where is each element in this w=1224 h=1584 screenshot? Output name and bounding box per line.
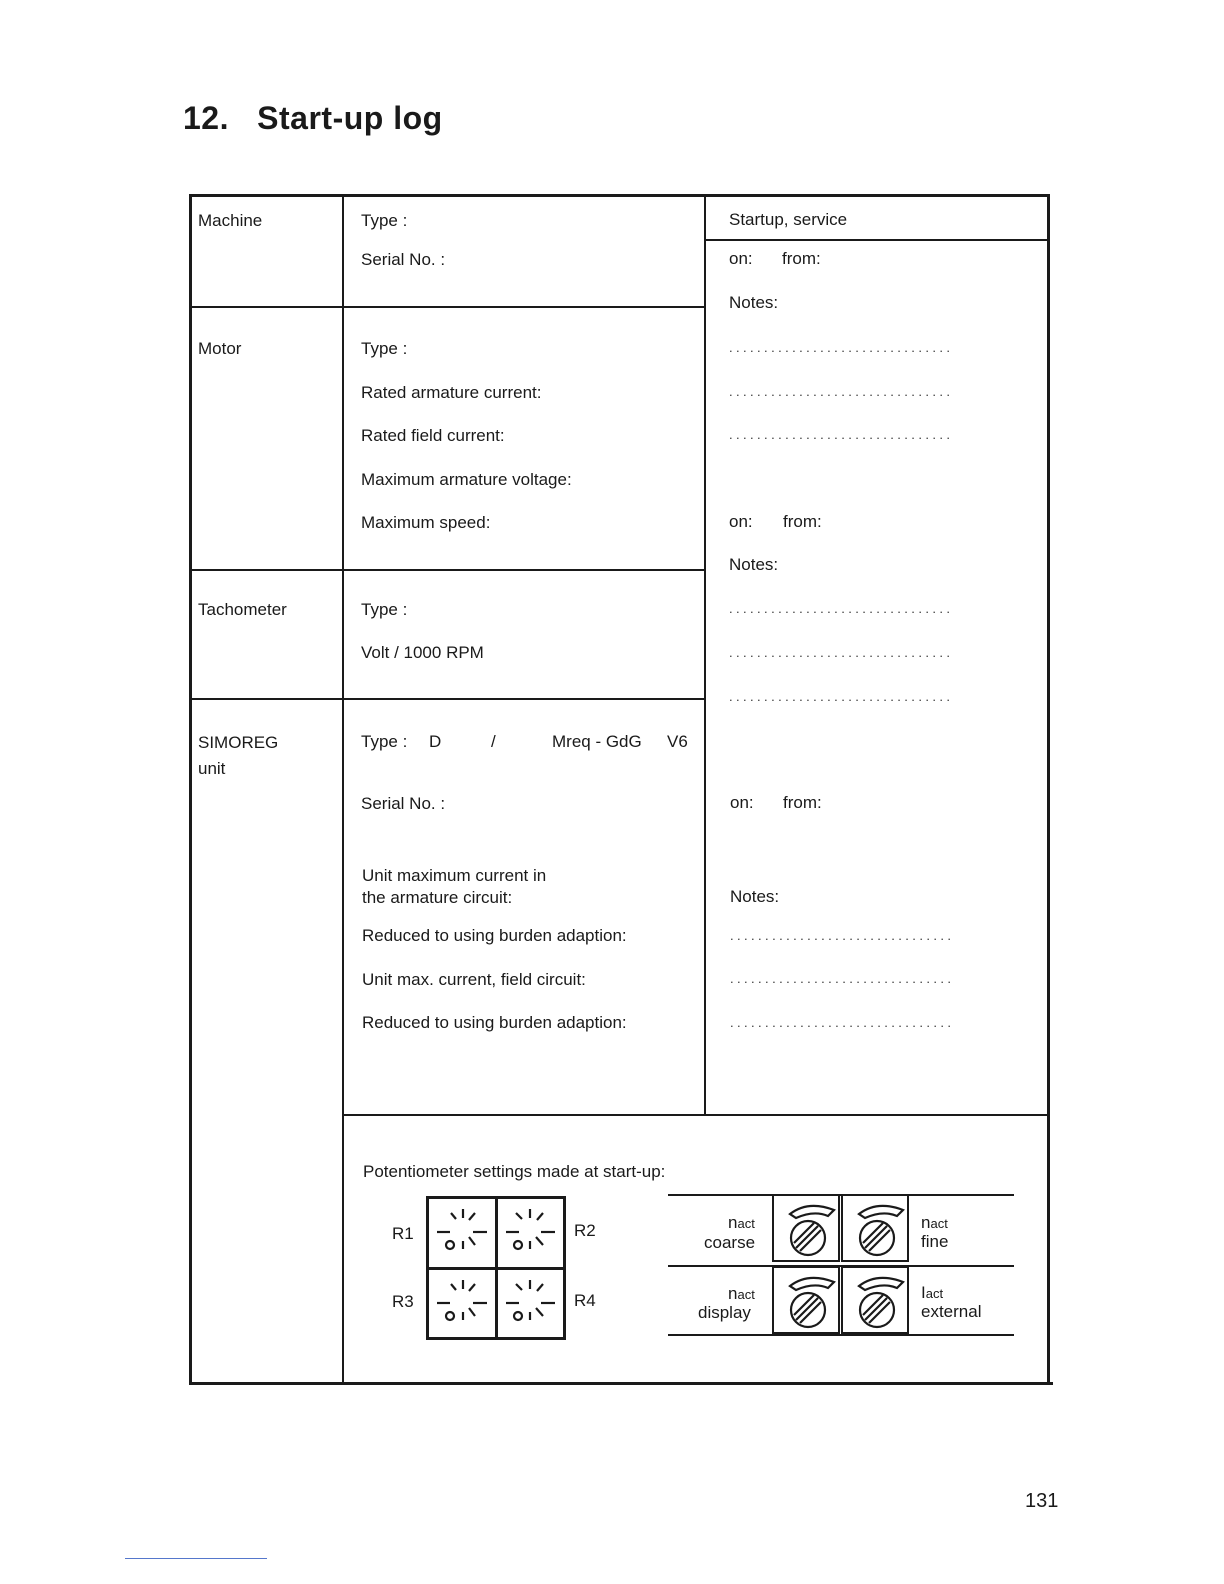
n-act-coarse-symbol [728, 1213, 755, 1234]
simoreg-type-v6: V6 [667, 732, 688, 751]
pot-r4-icon [498, 1270, 565, 1339]
page-title: 12. Start-up log [183, 100, 443, 136]
row-divider-tachometer [189, 698, 705, 700]
service-from-1: from: [782, 249, 821, 268]
row-divider-machine [189, 306, 705, 308]
act-subscript: act [930, 1216, 948, 1231]
footnote-rule [125, 1558, 267, 1559]
note-line: ................................ [729, 645, 954, 660]
pot-r1-icon [429, 1199, 496, 1268]
label-column-divider [342, 194, 344, 1385]
i-act-external-trimmer-icon [841, 1266, 909, 1334]
service-notes-2: Notes: [729, 555, 779, 574]
service-column-divider [704, 194, 706, 1116]
n-act-display-trimmer-icon [772, 1266, 840, 1334]
n-symbol: n [728, 1213, 738, 1232]
service-notes-3: Notes: [730, 887, 780, 906]
i-act-external-symbol [921, 1283, 943, 1304]
unit-max-current-line1: Unit maximum current in [362, 866, 547, 885]
n-symbol: n [921, 1213, 931, 1232]
pot-r2-icon [498, 1199, 565, 1268]
external-label: external [921, 1302, 982, 1321]
simoreg-serial-field: Serial No. : [361, 794, 446, 813]
display-label: display [698, 1303, 751, 1322]
service-from-2: from: [783, 512, 822, 531]
n-act-display-symbol [728, 1284, 755, 1305]
page-number: 131 [1025, 1490, 1059, 1512]
rated-field-current-field: Rated field current: [361, 426, 505, 445]
table-bottom-border [189, 1382, 1053, 1385]
i-symbol: I [921, 1283, 926, 1302]
note-line: ................................ [729, 689, 954, 704]
r1-label: R1 [392, 1224, 414, 1243]
machine-serial-field: Serial No. : [361, 250, 446, 269]
service-notes-1: Notes: [729, 293, 779, 312]
potentiometer-grid [426, 1196, 566, 1340]
note-line: ................................ [729, 427, 954, 442]
unit-max-field-current: Unit max. current, field circuit: [362, 970, 586, 989]
service-from-3: from: [783, 793, 822, 812]
note-line: ................................ [730, 928, 955, 943]
unit-max-current-line2: the armature circuit: [362, 888, 513, 907]
r4-label: R4 [574, 1291, 596, 1310]
reduced-burden-field-2: Reduced to using burden adaption: [362, 1013, 627, 1032]
service-on-1: on: [729, 249, 753, 268]
r2-label: R2 [574, 1221, 596, 1240]
act-subscript: act [925, 1286, 944, 1301]
max-speed-field: Maximum speed: [361, 513, 491, 532]
simoreg-type-mreq: Mreq - GdG [552, 732, 642, 751]
motor-type-field: Type : [361, 339, 408, 358]
table-right-border [1047, 194, 1050, 1385]
reduced-burden-field-1: Reduced to using burden adaption: [362, 926, 627, 945]
act-subscript: act [737, 1287, 755, 1302]
simoreg-type-d: D [429, 732, 442, 751]
trim-panel-bottom-line [668, 1334, 1014, 1336]
tacho-volt-field: Volt / 1000 RPM [361, 643, 484, 662]
coarse-label: coarse [704, 1233, 756, 1252]
tacho-type-field: Type : [361, 600, 408, 619]
table-left-border [189, 194, 192, 1385]
pot-r3-icon [429, 1270, 496, 1339]
tachometer-label: Tachometer [198, 600, 287, 619]
max-armature-voltage-field: Maximum armature voltage: [361, 470, 572, 489]
rated-armature-current-field: Rated armature current: [361, 383, 542, 402]
note-line: ................................ [729, 601, 954, 616]
table-top-border [189, 194, 1049, 197]
row-divider-motor [189, 569, 705, 571]
n-act-fine-trimmer-icon [841, 1194, 909, 1262]
simoreg-label: SIMOREG [198, 733, 279, 752]
simoreg-type-slash: / [491, 732, 496, 751]
potentiometer-section-divider [343, 1114, 1049, 1116]
note-line: ................................ [729, 384, 954, 399]
note-line: ................................ [729, 340, 954, 355]
service-on-3: on: [730, 793, 754, 812]
motor-label: Motor [198, 339, 242, 358]
machine-label: Machine [198, 211, 263, 230]
service-on-2: on: [729, 512, 753, 531]
machine-type-field: Type : [361, 211, 408, 230]
n-symbol: n [728, 1284, 738, 1303]
simoreg-unit-label: unit [198, 759, 226, 778]
n-act-fine-symbol [921, 1213, 948, 1234]
n-act-coarse-trimmer-icon [772, 1194, 840, 1262]
note-line: ................................ [730, 971, 955, 986]
fine-label: fine [921, 1232, 949, 1251]
act-subscript: act [737, 1216, 755, 1231]
r3-label: R3 [392, 1292, 414, 1311]
simoreg-type-prefix: Type : [361, 732, 408, 751]
service-header-divider [705, 239, 1049, 241]
note-line: ................................ [730, 1015, 955, 1030]
service-header: Startup, service [729, 210, 848, 229]
potentiometer-caption: Potentiometer settings made at start-up: [363, 1162, 666, 1181]
